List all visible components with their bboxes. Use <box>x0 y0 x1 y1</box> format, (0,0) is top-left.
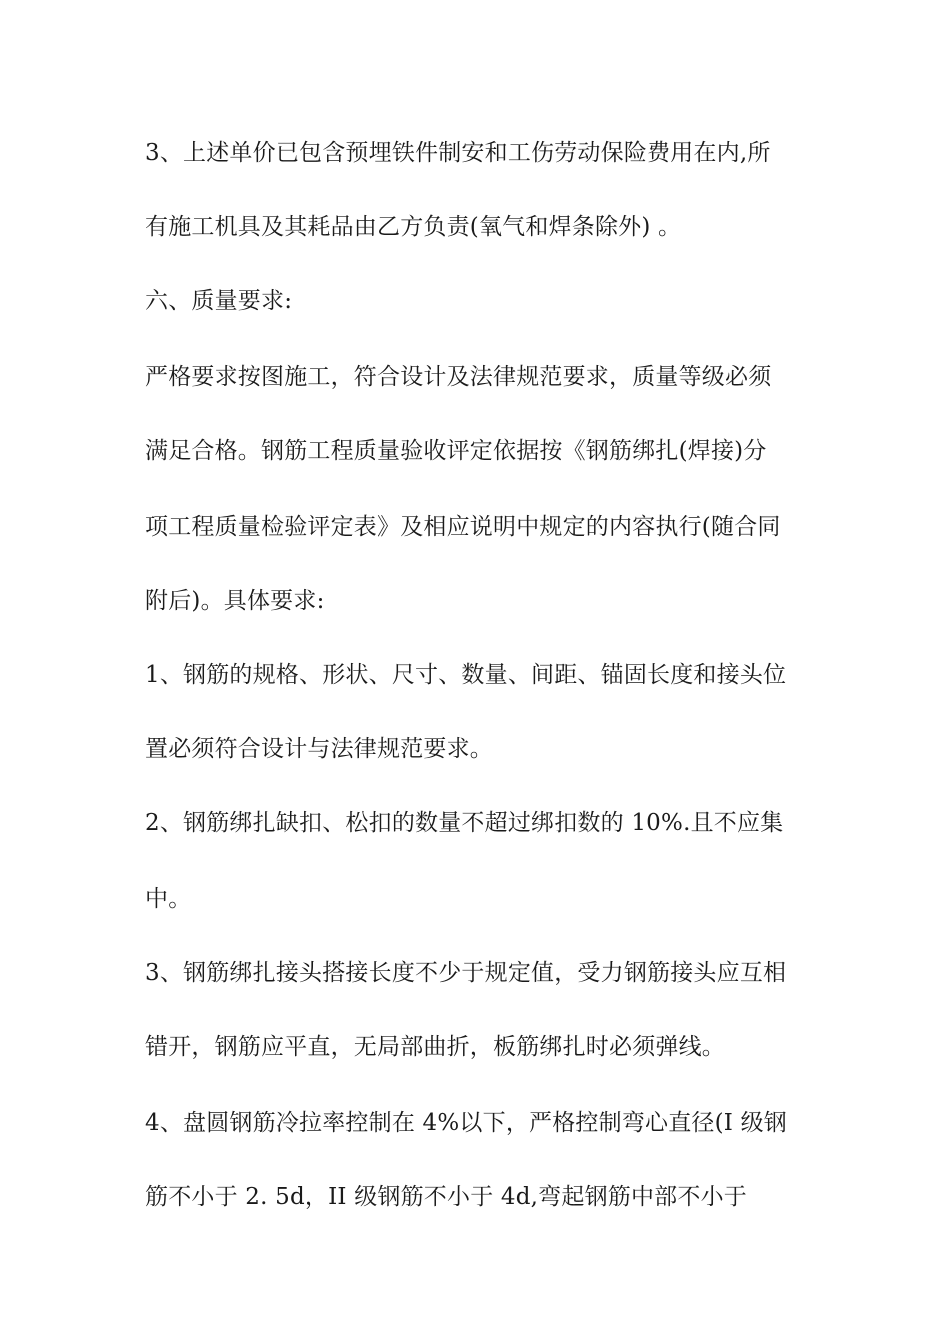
list-item-line: 置必须符合设计与法律规范要求。 <box>145 736 493 762</box>
list-item-line: 筋不小于 2. 5d，II 级钢筋不小于 4d,弯起钢筋中部不小于 <box>145 1184 747 1210</box>
paragraph-line: 严格要求按图施工，符合设计及法律规范要求，质量等级必须 <box>145 364 772 390</box>
list-item-line: 中。 <box>145 886 192 912</box>
paragraph-line: 附后)。具体要求: <box>145 588 325 614</box>
list-item-line: 3、钢筋绑扎接头搭接长度不少于规定值，受力钢筋接头应互相 <box>145 960 787 986</box>
paragraph-line: 3、上述单价已包含预埋铁件制安和工伤劳动保险费用在内,所 <box>145 140 771 166</box>
list-item-line: 错开，钢筋应平直，无局部曲折，板筋绑扎时必须弹线。 <box>145 1034 725 1060</box>
paragraph-line: 有施工机具及其耗品由乙方负责(氧气和焊条除外) 。 <box>145 214 682 240</box>
paragraph-line: 项工程质量检验评定表》及相应说明中规定的内容执行(随合同 <box>145 514 781 540</box>
section-heading: 六、质量要求: <box>145 288 293 314</box>
list-item-line: 2、钢筋绑扎缺扣、松扣的数量不超过绑扣数的 10%.且不应集 <box>145 810 784 836</box>
list-item-line: 1、钢筋的规格、形状、尺寸、数量、间距、锚固长度和接头位 <box>145 662 787 688</box>
list-item-line: 4、盘圆钢筋冷拉率控制在 4%以下，严格控制弯心直径(I 级钢 <box>145 1110 788 1136</box>
paragraph-line: 满足合格。钢筋工程质量验收评定依据按《钢筋绑扎(焊接)分 <box>145 438 767 464</box>
